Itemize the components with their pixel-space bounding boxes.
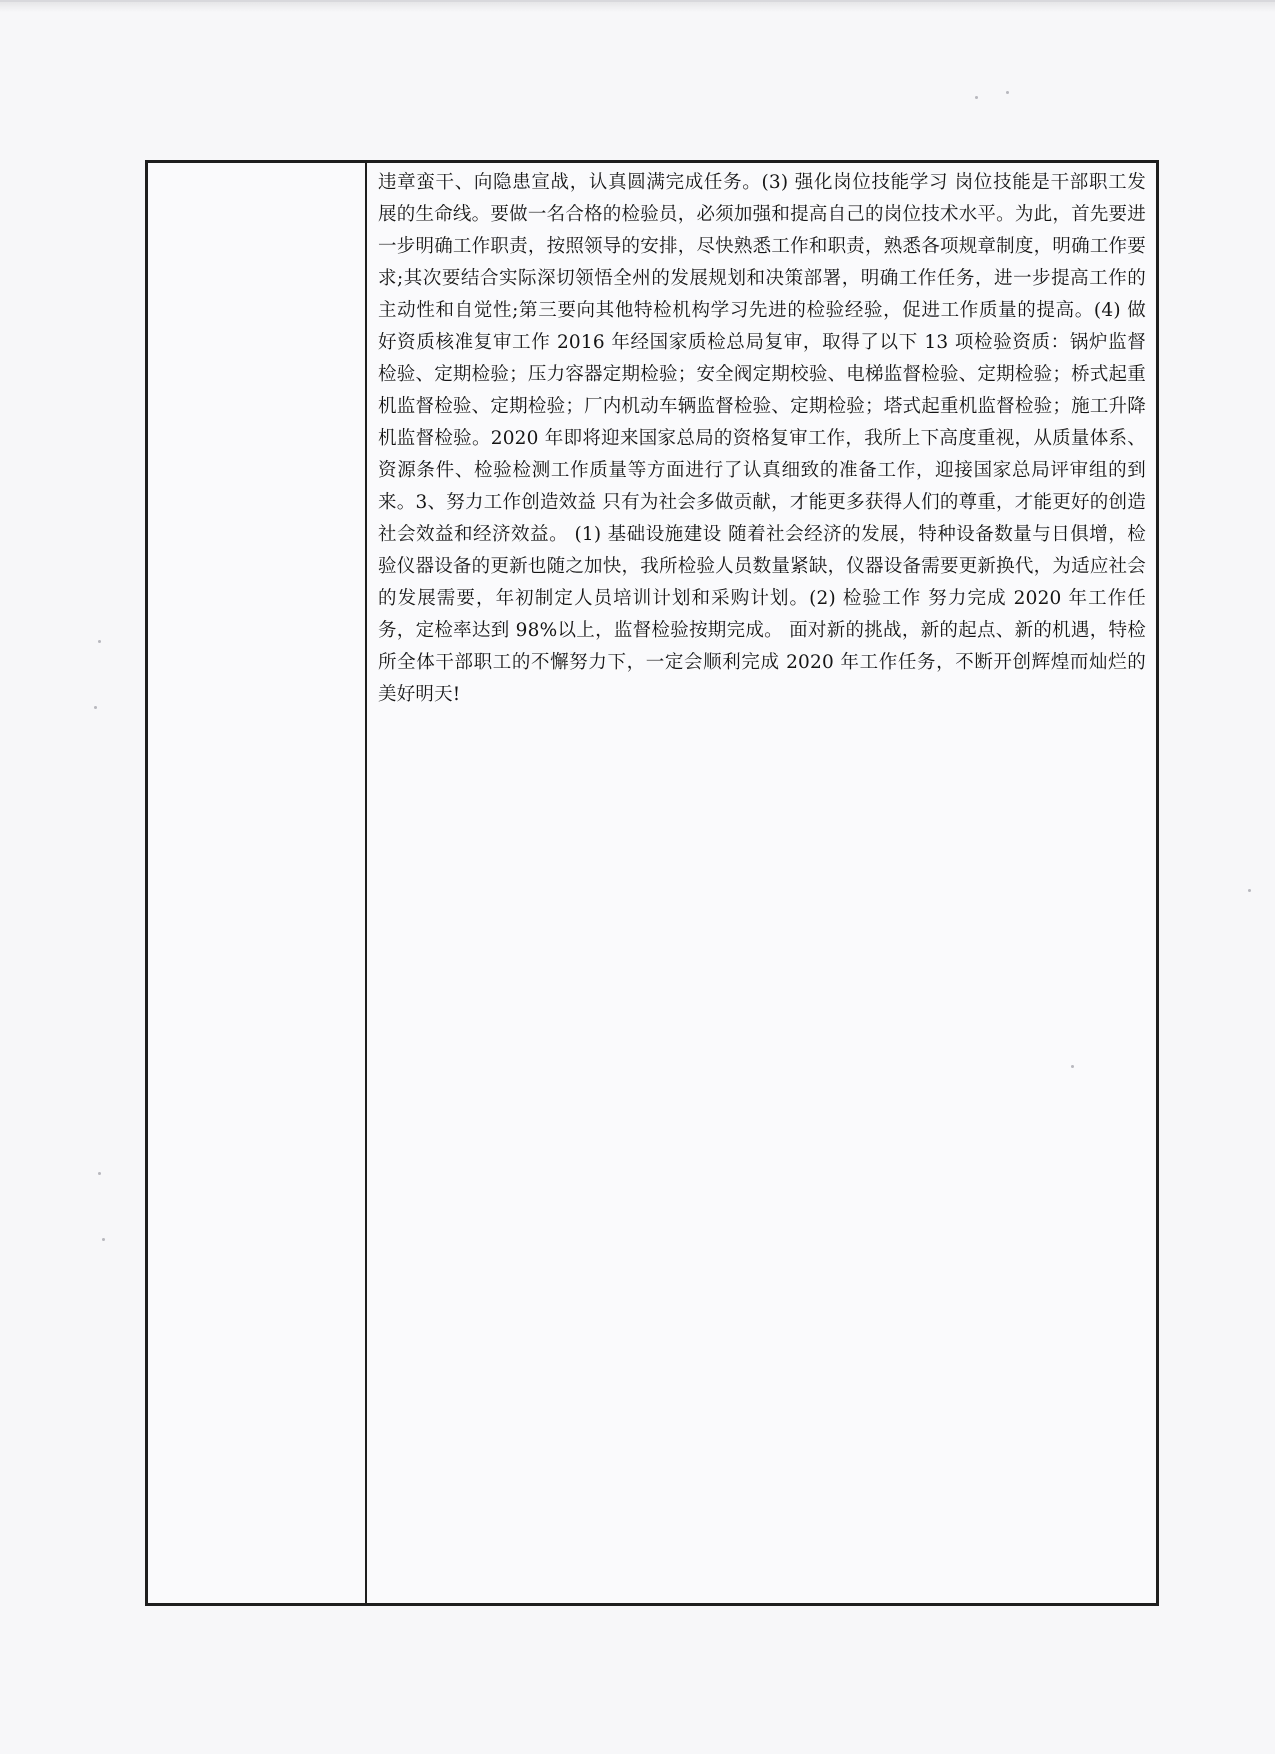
scan-speck (98, 640, 101, 643)
scan-speck (94, 706, 97, 709)
scan-speck (1006, 91, 1009, 94)
scan-speck (975, 96, 978, 99)
scan-speck (1071, 1065, 1074, 1068)
scan-speck (102, 1238, 105, 1241)
label-column-cell (148, 163, 367, 1603)
form-table (145, 160, 1159, 1606)
content-column-cell (367, 163, 1156, 1603)
scan-top-edge (0, 0, 1275, 12)
body-paragraph: 违章蛮干、向隐患宣战，认真圆满完成任务。(3) 强化岗位技能学习 岗位技能是干部职工发展的生命线。要做一名合格的检验员，必须加强和提高自己的岗位技术水平。为此，首先要进一步明确工作职责，按照领导的安排，尽快熟悉工作和职责，熟悉各项规章制度，明确工作要求;其次要结合实际深切领悟全州的发展规划和决策部署，明确工作任务，进一步提高工作的主动性和自觉性;第三要向其他特检机构学习先进的检验经验，促进工作质量的提高。(4) 做好资质核准复审工作 2016 年经国家质检总局复审，取得了以下 13 项检验资质：锅炉监督检验、定期检验；压力容器定期检验；安全阀定期校验、电梯监督检验、定期检验；桥式起重机监督检验、定期检验；厂内机动车辆监督检验、定期检验；塔式起重机监督检验；施工升降机监督检验。2020 年即将迎来国家总局的资格复审工作，我所上下高度重视，从质量体系、资源条件、检验检测工作质量等方面进行了认真细致的准备工作，迎接国家总局评审组的到来。3、努力工作创造效益 只有为社会多做贡献，才能更多获得人们的尊重，才能更好的创造社会效益和经济效益。 (1) 基础设施建设 随着社会经济的发展，特种设备数量与日俱增，检验仪器设备的更新也随之加快，我所检验人员数量紧缺，仪器设备需要更新换代，为适应社会的发展需要，年初制定人员培训计划和采购计划。(2) 检验工作 努力完成 2020 年工作任务，定检率达到 98%以上，监督检验按期完成。 面对新的挑战，新的起点、新的机遇，特检所全体干部职工的不懈努力下，一定会顺利完成 2020 年工作任务，不断开创辉煌而灿烂的美好明天! (378, 172, 1146, 705)
scan-speck (98, 1172, 101, 1175)
scan-speck (1248, 889, 1251, 892)
